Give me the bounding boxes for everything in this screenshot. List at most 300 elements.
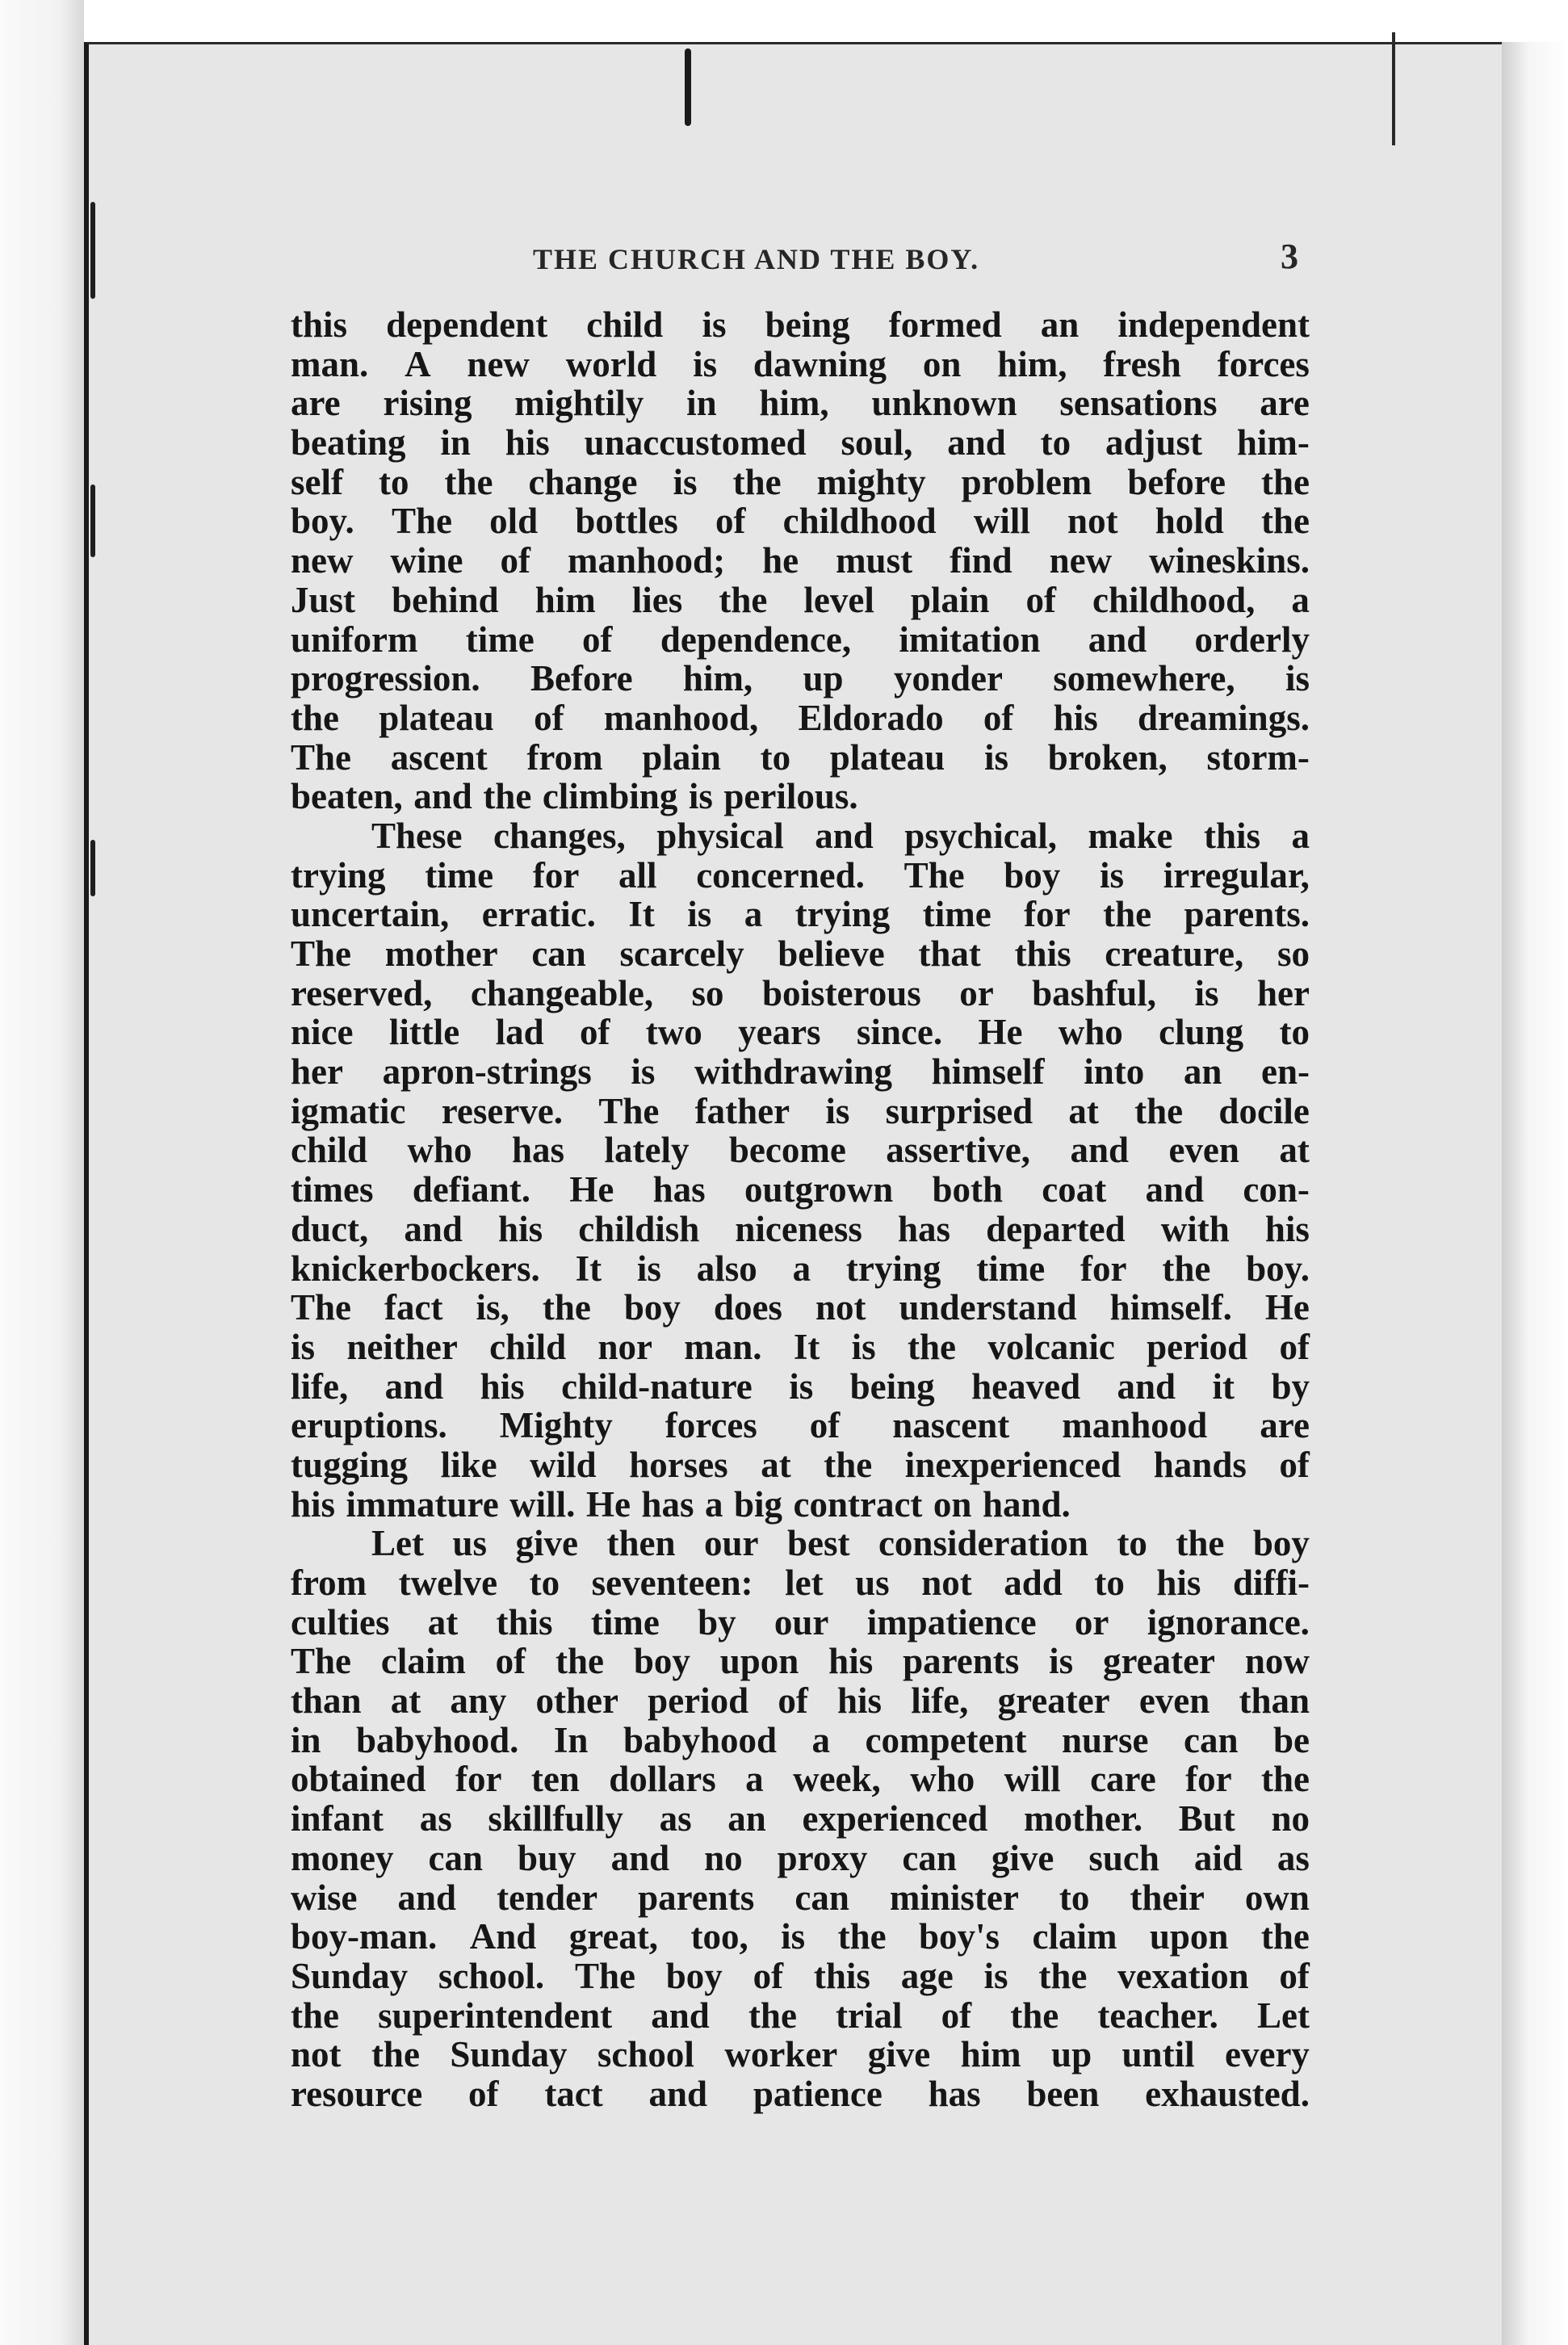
word: and bbox=[404, 1208, 463, 1249]
word: such bbox=[1088, 1837, 1159, 1878]
word: his bbox=[505, 422, 550, 464]
word: and bbox=[648, 2073, 708, 2114]
word: not bbox=[291, 2034, 342, 2075]
word: Let bbox=[371, 1523, 424, 1564]
word: He bbox=[585, 1483, 631, 1525]
word: and bbox=[1088, 619, 1147, 660]
word: our bbox=[774, 1601, 829, 1642]
word: his bbox=[1053, 697, 1098, 738]
word: assertive, bbox=[886, 1130, 1030, 1171]
word: hand. bbox=[982, 1483, 1071, 1525]
word: Let bbox=[1256, 1995, 1310, 2036]
word: so bbox=[1277, 933, 1310, 974]
word: The bbox=[574, 1955, 635, 1996]
word: is bbox=[291, 1326, 316, 1367]
word: reserve. bbox=[441, 1090, 564, 1131]
word: the bbox=[291, 697, 339, 738]
word: and bbox=[1117, 1365, 1176, 1407]
word: his bbox=[1156, 1563, 1201, 1603]
word: erratic. bbox=[481, 894, 596, 935]
text-line bbox=[291, 1406, 1310, 1445]
word: ascent bbox=[390, 736, 488, 778]
word: a bbox=[1291, 815, 1310, 856]
word: has bbox=[928, 2073, 981, 2114]
word: make bbox=[1088, 815, 1173, 856]
word: The bbox=[391, 501, 452, 542]
text-line bbox=[291, 1957, 1310, 1996]
word: will bbox=[1004, 1759, 1061, 1800]
text-line bbox=[291, 1799, 1310, 1839]
word: volcanic bbox=[987, 1326, 1115, 1367]
word: manhood; bbox=[568, 540, 726, 581]
word: duct, bbox=[291, 1208, 369, 1249]
word: like bbox=[440, 1444, 497, 1485]
word: immature bbox=[346, 1483, 499, 1525]
word: also bbox=[696, 1248, 757, 1289]
text-line bbox=[291, 1760, 1310, 1799]
word: soul, bbox=[841, 422, 913, 464]
word: the bbox=[1176, 1523, 1225, 1564]
word: of bbox=[500, 540, 530, 581]
word: and bbox=[397, 1877, 457, 1918]
word: child bbox=[586, 304, 664, 345]
word: and bbox=[651, 1995, 710, 2036]
word: boy bbox=[633, 1641, 690, 1682]
word: docile bbox=[1218, 1090, 1310, 1131]
word: vexation bbox=[1117, 1955, 1249, 1996]
word: unaccustomed bbox=[584, 422, 807, 464]
word: old bbox=[489, 501, 539, 542]
word: of bbox=[778, 1680, 808, 1722]
word: ten bbox=[530, 1759, 580, 1800]
word: the bbox=[444, 461, 493, 502]
word: new bbox=[291, 540, 354, 581]
word: Before bbox=[530, 658, 633, 699]
word: nor bbox=[597, 1326, 652, 1367]
word: trying bbox=[291, 854, 386, 896]
text-line bbox=[291, 423, 1310, 463]
word: who bbox=[910, 1759, 975, 1800]
word: con- bbox=[1243, 1169, 1310, 1210]
word: this bbox=[1203, 815, 1260, 856]
text-line bbox=[291, 1917, 1310, 1957]
word: infant bbox=[291, 1798, 384, 1840]
text-line bbox=[291, 463, 1310, 502]
word: in bbox=[291, 1719, 321, 1760]
word: mother bbox=[384, 933, 498, 974]
word: man. bbox=[684, 1326, 762, 1367]
word: fresh bbox=[1103, 343, 1181, 384]
word: his bbox=[498, 1208, 543, 1249]
word: him bbox=[960, 2034, 1021, 2075]
word: from bbox=[526, 736, 603, 778]
word: being bbox=[849, 1365, 935, 1407]
word: believe bbox=[778, 933, 885, 974]
word: the bbox=[1134, 1090, 1184, 1131]
word: babyhood bbox=[623, 1719, 778, 1760]
text-line bbox=[291, 895, 1310, 934]
text-line bbox=[291, 1563, 1310, 1603]
word: father bbox=[694, 1090, 790, 1131]
word: inexperienced bbox=[904, 1444, 1121, 1485]
word: independent bbox=[1117, 304, 1310, 345]
word: upon bbox=[719, 1641, 799, 1682]
top-ink-mark bbox=[685, 48, 691, 126]
word: boy bbox=[1004, 854, 1061, 896]
word: is bbox=[851, 1326, 876, 1367]
word: as bbox=[419, 1798, 452, 1840]
word: at bbox=[1068, 1090, 1099, 1131]
word: man. bbox=[291, 343, 369, 384]
word: great, bbox=[568, 1916, 659, 1957]
word: tender bbox=[497, 1877, 598, 1918]
word: plateau bbox=[829, 736, 945, 778]
word: give bbox=[515, 1523, 578, 1564]
word: care bbox=[1090, 1759, 1156, 1800]
word: our bbox=[703, 1523, 759, 1564]
word: who bbox=[407, 1130, 472, 1171]
word: a bbox=[745, 1759, 764, 1800]
word: departed bbox=[986, 1208, 1126, 1249]
word: to bbox=[1279, 1012, 1310, 1053]
text-line bbox=[291, 1052, 1310, 1092]
word: nascent bbox=[892, 1405, 1010, 1446]
word: has bbox=[898, 1208, 951, 1249]
word: an bbox=[1040, 304, 1080, 345]
word: himself bbox=[931, 1051, 1045, 1093]
text-line bbox=[291, 1878, 1310, 1918]
word: outgrown bbox=[744, 1169, 894, 1210]
word: lately bbox=[604, 1130, 690, 1171]
text-line bbox=[291, 1013, 1310, 1052]
margin-ink-mark bbox=[90, 485, 95, 557]
word: childish bbox=[578, 1208, 700, 1249]
word: proxy bbox=[777, 1837, 868, 1878]
word: superintendent bbox=[378, 1995, 613, 2036]
text-line bbox=[291, 1210, 1310, 1249]
word: on bbox=[922, 343, 962, 384]
text-line bbox=[291, 1328, 1310, 1367]
text-line bbox=[291, 934, 1310, 974]
word: who bbox=[1058, 1012, 1123, 1053]
text-line bbox=[291, 777, 1310, 816]
word: world bbox=[565, 343, 657, 384]
left-margin-shadow bbox=[0, 0, 84, 2345]
word: wise bbox=[291, 1877, 358, 1918]
word: time bbox=[590, 1601, 660, 1642]
word: contract bbox=[793, 1483, 923, 1525]
word: tugging bbox=[291, 1444, 409, 1485]
word: has bbox=[652, 1169, 706, 1210]
word: boy-man. bbox=[291, 1916, 438, 1957]
word: irregular, bbox=[1163, 854, 1310, 896]
word: knickerbockers. bbox=[291, 1248, 540, 1289]
word: to bbox=[529, 1563, 560, 1603]
word: age bbox=[900, 1955, 954, 1996]
word: coat bbox=[1042, 1169, 1107, 1210]
word: tact bbox=[544, 2073, 603, 2114]
word: at bbox=[1279, 1130, 1310, 1171]
word: is bbox=[984, 736, 1009, 778]
word: is bbox=[983, 1955, 1008, 1996]
word: child bbox=[489, 1326, 567, 1367]
word: boy bbox=[665, 1955, 723, 1996]
word: a bbox=[1291, 579, 1310, 620]
word: time bbox=[465, 619, 535, 660]
word: obtained bbox=[291, 1759, 426, 1800]
word: hands bbox=[1153, 1444, 1247, 1485]
word: for bbox=[1185, 1759, 1232, 1800]
word: the bbox=[1010, 1995, 1059, 2036]
word: igmatic bbox=[291, 1090, 406, 1131]
word: will bbox=[973, 501, 1030, 542]
word: hold bbox=[1155, 501, 1224, 542]
word: is bbox=[1285, 658, 1310, 699]
word: physical bbox=[656, 815, 784, 856]
word: boisterous bbox=[762, 972, 921, 1013]
word: of bbox=[582, 619, 613, 660]
word: time bbox=[922, 894, 992, 935]
word: dawning bbox=[753, 343, 887, 384]
word: add bbox=[1004, 1563, 1063, 1603]
word: now bbox=[1244, 1641, 1310, 1682]
word: horses bbox=[629, 1444, 728, 1485]
word: formed bbox=[888, 304, 1002, 345]
word: boy. bbox=[1246, 1248, 1310, 1289]
word: wild bbox=[530, 1444, 597, 1485]
word: impatience bbox=[866, 1601, 1037, 1642]
word: scarcely bbox=[619, 933, 744, 974]
word: a bbox=[704, 1483, 723, 1525]
word: Mighty bbox=[499, 1405, 613, 1446]
word: him, bbox=[997, 343, 1067, 384]
word: by bbox=[698, 1601, 736, 1642]
word: before bbox=[1127, 461, 1226, 502]
word: him bbox=[535, 579, 596, 620]
word: of bbox=[1279, 1955, 1310, 1996]
word: surprised bbox=[885, 1090, 1033, 1131]
word: a bbox=[792, 1248, 811, 1289]
word: mother. bbox=[1024, 1798, 1143, 1840]
word: to bbox=[760, 736, 791, 778]
text-line bbox=[291, 1170, 1310, 1210]
word: the bbox=[371, 2034, 420, 2075]
word: reserved, bbox=[291, 972, 433, 1013]
word: storm- bbox=[1206, 736, 1310, 778]
word: us bbox=[452, 1523, 488, 1564]
right-border-mark bbox=[1392, 32, 1395, 145]
word: time bbox=[976, 1248, 1046, 1289]
word: time bbox=[425, 854, 494, 896]
word: behind bbox=[392, 579, 499, 620]
word: The bbox=[291, 736, 352, 778]
word: yonder bbox=[893, 658, 1003, 699]
word: any bbox=[450, 1680, 507, 1722]
word: on bbox=[933, 1483, 972, 1525]
text-line bbox=[291, 581, 1310, 620]
word: boy's bbox=[919, 1916, 1000, 1957]
word: the bbox=[1260, 461, 1310, 502]
word: us bbox=[855, 1563, 890, 1603]
word: the bbox=[1162, 1248, 1211, 1289]
word: somewhere, bbox=[1053, 658, 1235, 699]
word: ignorance. bbox=[1147, 1601, 1310, 1642]
word: He bbox=[978, 1012, 1023, 1053]
margin-ink-mark bbox=[90, 202, 95, 299]
word: big bbox=[733, 1483, 782, 1525]
word: to bbox=[1040, 422, 1071, 464]
text-line bbox=[291, 1839, 1310, 1878]
word: nurse bbox=[1061, 1719, 1149, 1760]
word: that bbox=[918, 933, 981, 974]
word: to bbox=[1094, 1563, 1125, 1603]
word: child-nature bbox=[561, 1365, 753, 1407]
text-line bbox=[291, 974, 1310, 1013]
word: uncertain, bbox=[291, 894, 450, 935]
word: beating bbox=[291, 422, 406, 464]
word: their bbox=[1130, 1877, 1205, 1918]
word: in bbox=[686, 383, 717, 424]
word: childhood, bbox=[1092, 579, 1256, 620]
word: every bbox=[1225, 2034, 1310, 2075]
word: lies bbox=[631, 579, 683, 620]
word: are bbox=[291, 383, 341, 424]
word: childhood bbox=[782, 501, 937, 542]
word: forces bbox=[1217, 343, 1310, 384]
word: teacher. bbox=[1097, 1995, 1218, 2036]
word: Sunday bbox=[291, 1955, 409, 1996]
word: two bbox=[645, 1012, 702, 1053]
word: boy bbox=[623, 1287, 681, 1328]
word: of bbox=[534, 697, 564, 738]
word: patience bbox=[753, 2073, 883, 2114]
word: creature, bbox=[1105, 933, 1244, 974]
word: the bbox=[719, 579, 768, 620]
word: does bbox=[713, 1287, 782, 1328]
word: It bbox=[575, 1248, 602, 1289]
word: is bbox=[673, 461, 698, 502]
word: to bbox=[1117, 1523, 1147, 1564]
text-line bbox=[291, 541, 1310, 581]
word: He bbox=[569, 1169, 614, 1210]
word: en- bbox=[1260, 1051, 1310, 1093]
text-line bbox=[291, 698, 1310, 738]
word: an bbox=[1183, 1051, 1222, 1093]
word: In bbox=[553, 1719, 589, 1760]
word: concerned. bbox=[696, 854, 865, 896]
word: little bbox=[388, 1012, 460, 1053]
word: himself. bbox=[1109, 1287, 1232, 1328]
word: of bbox=[579, 1012, 610, 1053]
word: A bbox=[405, 343, 431, 384]
word: It bbox=[628, 894, 655, 935]
word: defiant. bbox=[412, 1169, 531, 1210]
word: greater bbox=[1102, 1641, 1216, 1682]
word: self bbox=[291, 461, 343, 502]
word: exhausted. bbox=[1145, 2073, 1310, 2114]
word: or bbox=[959, 972, 994, 1013]
word: sensations bbox=[1059, 383, 1218, 424]
word: lad bbox=[495, 1012, 544, 1053]
text-line bbox=[291, 2035, 1310, 2074]
word: is bbox=[636, 1248, 661, 1289]
word: at bbox=[390, 1680, 421, 1722]
word: find bbox=[950, 540, 1012, 581]
word: claim bbox=[380, 1641, 466, 1682]
text-line bbox=[291, 1445, 1310, 1485]
word: no bbox=[1271, 1798, 1310, 1840]
word: is bbox=[789, 1365, 814, 1407]
word: has bbox=[511, 1130, 565, 1171]
word: skillfully bbox=[488, 1798, 623, 1840]
word: life, bbox=[291, 1365, 349, 1407]
margin-ink-mark bbox=[90, 840, 95, 896]
word: rising bbox=[383, 383, 472, 424]
word: fact bbox=[384, 1287, 443, 1328]
word: wine bbox=[390, 540, 463, 581]
word: in bbox=[440, 422, 471, 464]
word: for bbox=[1080, 1248, 1127, 1289]
word: too, bbox=[690, 1916, 748, 1957]
text-line bbox=[291, 1092, 1310, 1131]
word: dependence, bbox=[660, 619, 852, 660]
word: life, bbox=[911, 1680, 969, 1722]
word: the bbox=[556, 1641, 605, 1682]
text-line bbox=[291, 1249, 1310, 1289]
word: been bbox=[1026, 2073, 1100, 2114]
word: parents. bbox=[1184, 894, 1310, 935]
word: eruptions. bbox=[291, 1405, 447, 1446]
word: greater bbox=[997, 1680, 1110, 1722]
word: years bbox=[738, 1012, 821, 1053]
word: all bbox=[618, 854, 657, 896]
word: uniform bbox=[291, 619, 418, 660]
word: and bbox=[610, 1837, 670, 1878]
word: the bbox=[748, 1995, 797, 2036]
word: mighty bbox=[816, 461, 926, 502]
text-line bbox=[291, 1603, 1310, 1642]
word: and bbox=[1145, 1169, 1205, 1210]
word: at bbox=[427, 1601, 459, 1642]
text-line bbox=[291, 1288, 1310, 1328]
word: boy bbox=[1252, 1523, 1310, 1564]
word: It bbox=[793, 1326, 820, 1367]
text-line bbox=[291, 1721, 1310, 1760]
word: can bbox=[531, 933, 586, 974]
word: period bbox=[648, 1680, 749, 1722]
word: trial bbox=[836, 1995, 903, 2036]
word: the bbox=[542, 1287, 591, 1328]
word: then bbox=[606, 1523, 676, 1564]
word: her bbox=[291, 1051, 343, 1093]
word: give bbox=[991, 1837, 1054, 1878]
word: niceness bbox=[735, 1208, 862, 1249]
word: of bbox=[715, 501, 746, 542]
word: The bbox=[903, 854, 965, 896]
word: the bbox=[483, 776, 532, 817]
word: The bbox=[598, 1090, 660, 1131]
word: of bbox=[983, 697, 1014, 738]
word: this bbox=[1014, 933, 1071, 974]
text-line bbox=[291, 305, 1310, 345]
word: mightily bbox=[514, 383, 644, 424]
word: of bbox=[941, 1995, 972, 2036]
word: from bbox=[291, 1563, 367, 1603]
word: forces bbox=[665, 1405, 757, 1446]
word: the bbox=[732, 461, 782, 502]
word: trying bbox=[845, 1248, 941, 1289]
text-line bbox=[291, 384, 1310, 423]
